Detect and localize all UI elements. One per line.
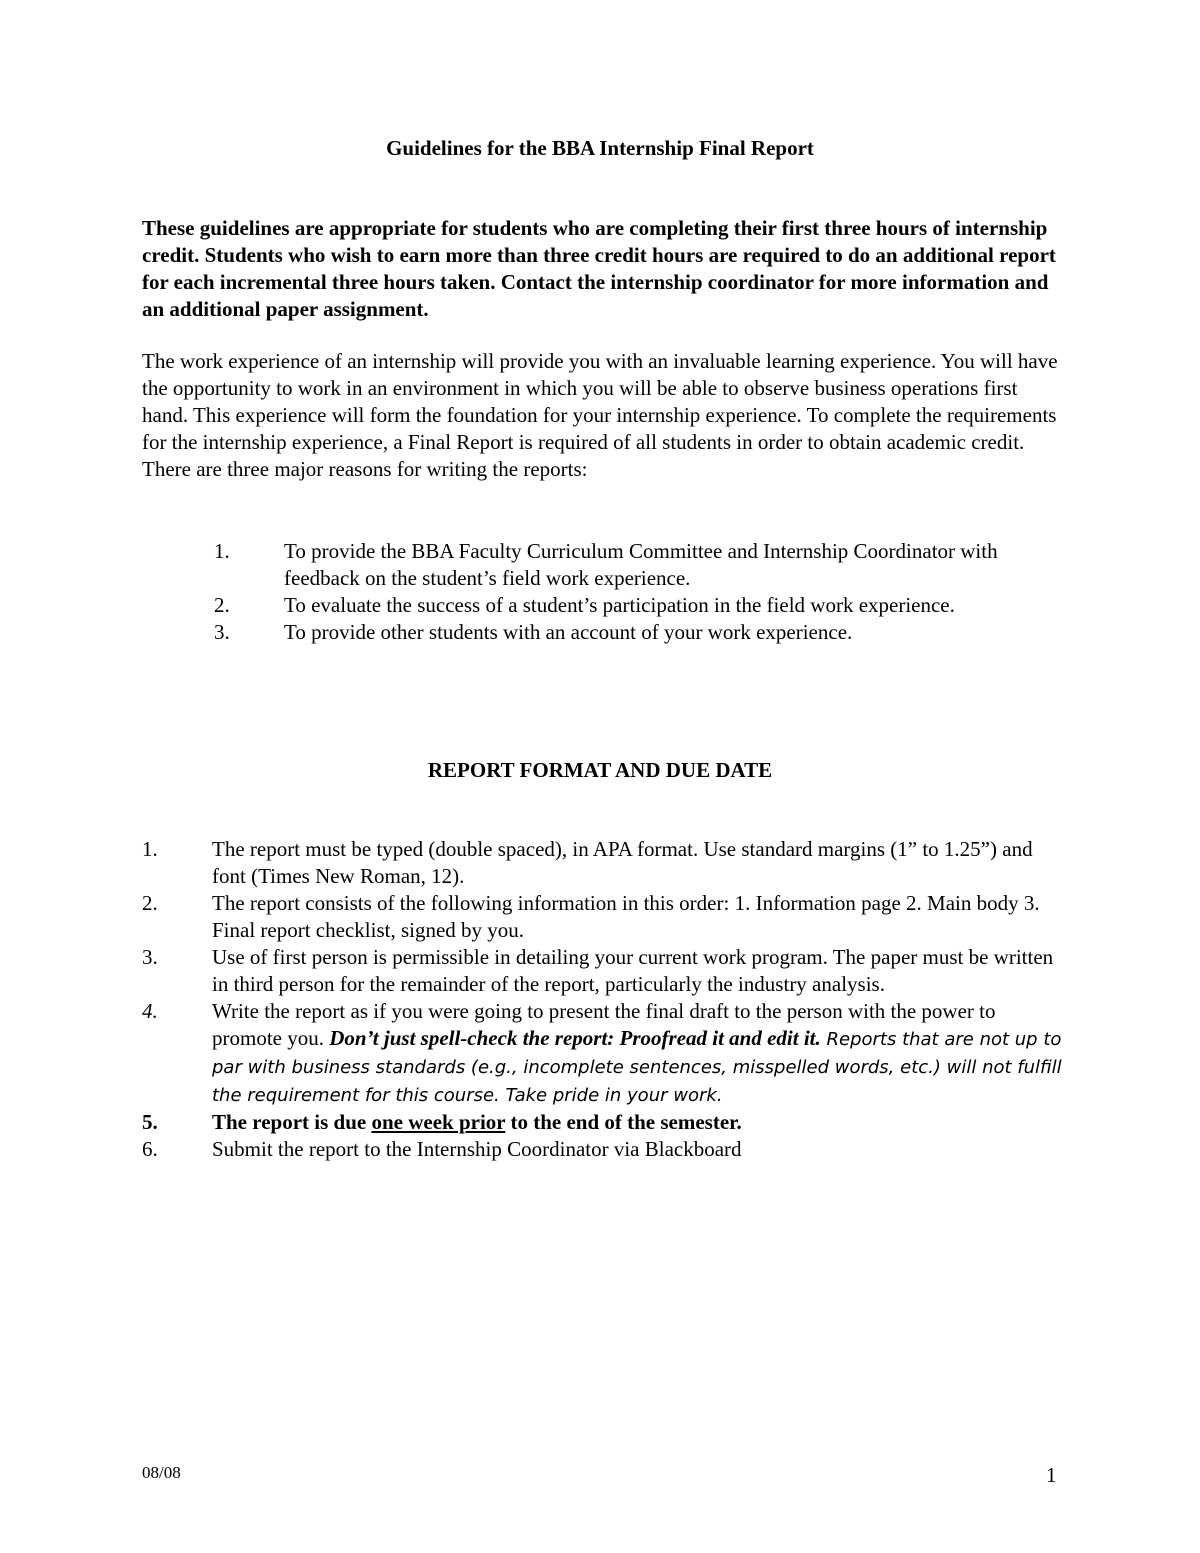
requirement-text: Use of first person is permissible in detailing your current work program. The paper must be written in third person for the remainder of the report, particularly the industry analysis. <box>212 945 1054 996</box>
requirement-number: 3. <box>142 945 158 969</box>
requirement-number: 6. <box>142 1137 158 1161</box>
list-item-text: To provide the BBA Faculty Curriculum Committee and Internship Coordinator with feedback on the student’s field work experience. <box>284 539 998 590</box>
requirement-number: 2. <box>142 891 158 915</box>
requirement-item <box>142 1109 1062 1136</box>
list-item-text: To evaluate the success of a student’s participation in the field work experience. <box>284 593 955 617</box>
requirement-item <box>142 944 1062 998</box>
requirement-text-plain: Write the report as if you were going to present the final draft to the person with the power to promote you. <box>212 999 996 1050</box>
list-item <box>214 592 1062 619</box>
intro-bold-paragraph: These guidelines are appropriate for students who are completing their first three hours of internship credit. Students who wish to earn more than three credit hours are required to do an additional report for each incremental three hours taken. Contact the internship coordinator for more information and an additional paper assignment. <box>142 216 1056 321</box>
requirement-item <box>142 836 1062 890</box>
section-heading: REPORT FORMAT AND DUE DATE <box>427 758 773 782</box>
requirement-item <box>142 1136 1062 1163</box>
requirement-text-plain: The report is due <box>212 1110 372 1134</box>
requirement-text: Submit the report to the Internship Coordinator via Blackboard <box>212 1137 742 1161</box>
document-title: Guidelines for the BBA Internship Final Report <box>386 136 814 160</box>
footer-date: 08/08 <box>142 1463 181 1482</box>
requirement-item <box>142 890 1062 944</box>
list-item-number: 3. <box>214 620 230 644</box>
requirement-number: 5. <box>142 1110 158 1134</box>
list-item-text: To provide other students with an account of your work experience. <box>284 620 853 644</box>
list-item-number: 1. <box>214 539 230 563</box>
requirement-text-plain: to the end of the semester. <box>505 1110 742 1134</box>
list-item-number: 2. <box>214 593 230 617</box>
list-item <box>214 619 1062 646</box>
requirement-text: The report must be typed (double spaced), in APA format. Use standard margins (1” to 1.25”) and font (Times New Roman, 12). <box>212 837 1033 888</box>
requirement-text <box>212 998 1062 1109</box>
requirement-text-emphasis: Don’t just spell-check the report: Proofread it and edit it. <box>329 1026 821 1050</box>
requirements-list <box>142 836 1062 1163</box>
requirement-item <box>142 998 1062 1109</box>
page-number: 1 <box>1046 1463 1057 1487</box>
requirement-text: The report consists of the following information in this order: 1. Information page 2. Main body 3. Final report checklist, signed by you. <box>212 891 1040 942</box>
list-item <box>214 538 1062 592</box>
requirement-number: 4. <box>142 999 158 1023</box>
requirement-text-italic: Reports that are not up to par with business standards (e.g., incomplete sentences, misspelled words, etc.) will not fulfill the requirement for this course. Take pride in your work. <box>212 1029 1062 1106</box>
reasons-list <box>142 538 1062 646</box>
body-paragraph: The work experience of an internship will provide you with an invaluable learning experience. You will have the opportunity to work in an environment in which you will be able to observe business operations first hand. This experience will form the foundation for your internship experience. To complete the requirements for the internship experience, a Final Report is required of all students in order to obtain academic credit. There are three major reasons for writing the reports: <box>142 349 1058 481</box>
requirement-number: 1. <box>142 837 158 861</box>
requirement-text <box>212 1109 1062 1136</box>
requirement-text-underlined: one week prior <box>371 1110 506 1134</box>
